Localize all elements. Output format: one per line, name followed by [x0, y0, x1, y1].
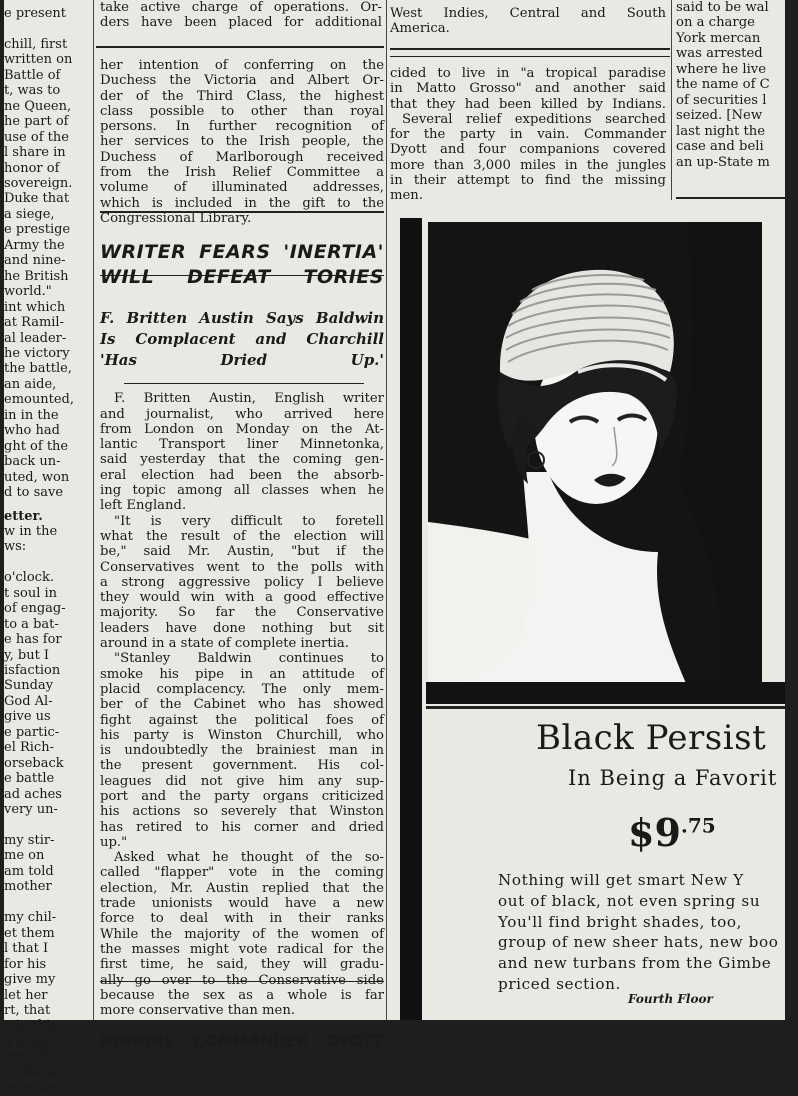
- text-line: Asked what he thought of the so-: [114, 850, 384, 866]
- text-line: honor of: [4, 160, 60, 176]
- text-line: world.": [4, 284, 52, 300]
- text-line: from London on Monday on the At-: [100, 421, 384, 437]
- text-line: emounted,: [4, 392, 74, 408]
- text-line: w in the: [4, 523, 58, 539]
- text-line: t, was to: [4, 83, 61, 99]
- hat-advertisement: [400, 218, 785, 1020]
- text-line: Congressional Library.: [100, 210, 252, 226]
- text-line: int which: [4, 299, 66, 315]
- text-line: more conservative than men.: [100, 1003, 296, 1019]
- austin-story: [100, 391, 384, 1018]
- text-line: rt, that: [4, 1003, 51, 1018]
- text-line: e battle: [4, 771, 55, 787]
- text-line: Conservatives went to the polls with: [100, 559, 384, 575]
- text-line: Several relief expeditions searched: [402, 111, 666, 127]
- text-line: he victory: [4, 345, 70, 361]
- text-line: leaders have done nothing but sit: [100, 620, 384, 636]
- text-line: ders have been placed for additional: [100, 15, 382, 31]
- text-line: use of the: [4, 129, 69, 145]
- text-line: York mercan: [676, 30, 761, 46]
- headline-line-1: WRITER FEARS 'INERTIA': [100, 241, 384, 264]
- text-line: seized. [New: [676, 108, 763, 124]
- column-rule: [93, 0, 94, 1020]
- right-cropped-column: [676, 0, 785, 195]
- column-subhead: etter.: [4, 508, 43, 524]
- text-line: class possible to other than royal: [100, 103, 384, 119]
- text-line: persons. In further recognition of: [100, 119, 384, 135]
- price-cents: .75: [680, 813, 716, 838]
- text-line: chill, first: [4, 36, 68, 52]
- text-line: very un-: [4, 802, 58, 818]
- text-line: e present: [4, 6, 67, 21]
- text-line: port and the party organs criticized: [100, 788, 384, 804]
- text-line: an up-State m: [676, 154, 770, 170]
- text-line: of engag-: [4, 601, 66, 617]
- text-line: sovereign.: [4, 175, 73, 191]
- dyott-headline: HONORS COMMANDER DYOTT: [100, 1032, 384, 1051]
- text-line: ally go over to the Conservative side: [100, 972, 384, 988]
- ad-floor-location: Fourth Floor: [628, 992, 713, 1006]
- text-line: the battle,: [4, 361, 72, 377]
- subheadline-line-1: F. Britten Austin Says Baldwin: [100, 309, 384, 328]
- text-line: called "flapper" vote in the coming: [100, 865, 384, 881]
- text-line: who had: [4, 423, 60, 439]
- ad-text-line: You'll find bright shades, too,: [498, 912, 743, 931]
- text-line: a siege,: [4, 206, 55, 222]
- text-line: e has for: [4, 632, 62, 648]
- text-line: [4, 895, 88, 910]
- text-line: written on: [4, 52, 73, 68]
- text-line: last night the: [676, 123, 766, 139]
- cloche-hat-illustration: [428, 222, 762, 688]
- text-line: ght of the: [4, 438, 69, 454]
- text-line: election, Mr. Austin replied that the: [100, 880, 384, 896]
- text-line: more than 3,000 miles in the jungles: [390, 157, 666, 173]
- text-line: ws:: [4, 539, 27, 555]
- text-line: leve me: [4, 1080, 56, 1096]
- column-rule: [386, 0, 387, 1020]
- text-line: from the Irish Relief Committee a: [100, 165, 384, 181]
- column-two-main: [100, 58, 384, 1051]
- text-line: am told: [4, 863, 54, 879]
- text-line: Duke that: [4, 191, 70, 207]
- text-line: men.: [390, 188, 423, 204]
- text-line: ber of the Cabinet who has showed: [100, 697, 384, 713]
- text-line: her intention of conferring on the: [100, 58, 384, 73]
- section-rule: [390, 56, 670, 57]
- ad-border: [400, 218, 422, 1020]
- text-line: around in a state of complete inertia.: [100, 636, 349, 652]
- subheadline-line-2: Is Complacent and Charchill: [100, 330, 384, 349]
- text-line: a great: [4, 1033, 52, 1049]
- text-line: and journalist, who arrived here: [100, 406, 384, 422]
- text-line: because the sex as a whole is far: [100, 987, 384, 1003]
- text-line: l share in: [4, 145, 66, 161]
- text-line: isfaction: [4, 663, 61, 679]
- text-line: [4, 555, 88, 570]
- text-line: an aide,: [4, 376, 57, 392]
- text-line: of securities l: [676, 92, 767, 108]
- section-rule: [390, 48, 670, 50]
- text-line: in Matto Grosso" and another said: [390, 81, 666, 97]
- text-line: which is included in the gift to the: [100, 195, 384, 211]
- text-line: fight against the political foes of: [100, 712, 384, 728]
- text-line: the present government. His col-: [100, 758, 384, 774]
- text-line: take active charge of operations. Or-: [100, 0, 382, 15]
- section-rule: [96, 46, 384, 48]
- text-line: up.": [100, 834, 128, 850]
- column-two-top-text: [100, 0, 382, 40]
- text-line: what the result of the election will: [100, 528, 384, 544]
- text-line: back un-: [4, 454, 61, 470]
- text-line: Sunday: [4, 678, 54, 694]
- text-line: at Ramil-: [4, 315, 64, 331]
- text-line: for the party in vain. Commander: [390, 127, 666, 143]
- text-line: America.: [390, 21, 450, 37]
- text-line: was arrested: [676, 46, 763, 62]
- text-line: smoke his pipe in an attitude of: [100, 666, 384, 682]
- text-line: o'clock.: [4, 570, 54, 586]
- column-rule: [671, 0, 672, 200]
- text-line: give my: [4, 972, 56, 988]
- text-line: said to be wal: [676, 0, 769, 15]
- text-line: mother: [4, 879, 52, 895]
- ad-text-line: out of black, not even spring su: [498, 891, 761, 910]
- text-line: is undoubtedly the brainiest man in: [100, 743, 384, 759]
- section-rule: [676, 197, 785, 199]
- text-line: lantic Transport liner Minnetonka,: [100, 437, 384, 453]
- text-line: he British: [4, 268, 69, 284]
- text-line: e partic-: [4, 724, 60, 740]
- text-line: volume of illuminated addresses,: [100, 180, 384, 196]
- text-line: "Stanley Baldwin continues to: [114, 651, 384, 667]
- text-line: where he live: [676, 61, 767, 77]
- text-line: uted, won: [4, 469, 70, 485]
- text-line: ing topic among all classes when he: [100, 483, 384, 499]
- text-line: e prestige: [4, 222, 71, 238]
- text-line: orseback: [4, 755, 64, 771]
- text-line: [4, 21, 88, 36]
- ad-text-line: Nothing will get smart New Y: [498, 871, 744, 889]
- text-line: Duchess the Victoria and Albert Or-: [100, 73, 384, 89]
- text-line: to a bat-: [4, 616, 59, 632]
- text-line: the name of C: [676, 77, 770, 93]
- text-line: said yesterday that the coming gen-: [100, 452, 384, 468]
- price-dollars: $9: [628, 810, 681, 855]
- dyott-story-continuation: [390, 66, 666, 204]
- text-line: left England.: [100, 498, 187, 514]
- text-line: Battle of: [4, 67, 61, 83]
- text-line: in their attempt to find the missing: [390, 173, 666, 189]
- text-line: majority. So far the Conservative: [100, 605, 384, 621]
- text-line: t soul in: [4, 585, 58, 601]
- text-line: for his: [4, 956, 47, 972]
- text-line: [4, 818, 88, 833]
- ad-text-line: group of new sheer hats, new boo: [498, 933, 779, 952]
- text-line: "It is very difficult to foretell: [114, 513, 384, 529]
- text-line: l that I: [4, 941, 49, 957]
- ad-illustration-woman-in-cloche: [428, 222, 762, 688]
- text-line: cided to live in "a tropical paradise: [390, 66, 666, 81]
- text-line: trade unionists would have a new: [100, 896, 384, 912]
- text-line: God Al-: [4, 693, 53, 709]
- text-line: eral election had been the absorb-: [100, 467, 384, 483]
- text-line: While the majority of the women of: [100, 926, 384, 942]
- text-line: el Rich-: [4, 740, 54, 756]
- ad-title: Black Persist: [536, 718, 767, 758]
- text-line: he part of: [4, 114, 69, 130]
- ad-divider-line: [426, 706, 785, 709]
- text-line: y, but I: [4, 647, 50, 663]
- text-line: and nine-: [4, 253, 66, 269]
- text-line: my stir-: [4, 833, 55, 849]
- text-line: the masses might vote radical for the: [100, 941, 384, 957]
- text-line: placid complacency. The only mem-: [100, 681, 384, 697]
- text-line: e in this: [4, 1018, 57, 1034]
- ad-body-copy: [498, 870, 798, 995]
- text-line: et them: [4, 925, 55, 941]
- text-line: ne Queen,: [4, 98, 72, 114]
- text-line: force to deal with in their ranks: [100, 911, 384, 927]
- text-line: F. Britten Austin, English writer: [114, 391, 384, 407]
- text-line: his party is Winston Churchill, who: [100, 727, 384, 743]
- duchess-paragraph: [100, 58, 384, 226]
- text-line: a strong aggressive policy I believe: [100, 574, 384, 590]
- subheadline-line-3: 'Has Dried Up.': [100, 351, 384, 370]
- text-line: has retired to his corner and dried: [100, 819, 384, 835]
- text-line: that they had been killed by Indians.: [390, 96, 666, 112]
- ad-text-line: priced section.: [498, 974, 621, 993]
- text-line: case and beli: [676, 139, 764, 155]
- text-line: first time, he said, they will gradu-: [100, 957, 384, 973]
- ad-divider-bar: [426, 682, 785, 704]
- text-line: leagues did not give him any sup-: [100, 773, 384, 789]
- ad-price: [628, 810, 716, 855]
- text-line: al leader-: [4, 330, 67, 346]
- text-line: his actions so severely that Winston: [100, 804, 384, 820]
- text-line: West Indies, Central and South: [390, 6, 666, 21]
- ad-text-line: and new turbans from the Gimbe: [498, 954, 772, 973]
- text-line: give us: [4, 709, 51, 725]
- text-line: on a charge: [676, 15, 755, 31]
- headline-line-2: WILL DEFEAT TORIES: [100, 266, 384, 289]
- text-line: d to save: [4, 485, 64, 501]
- text-line: Army the: [4, 237, 65, 253]
- text-line: me on: [4, 848, 45, 864]
- text-line: be," said Mr. Austin, "but if the: [100, 544, 384, 560]
- text-line: they would win with a good effective: [100, 590, 384, 606]
- column-three-top-text: [390, 6, 666, 46]
- left-cropped-column: [4, 6, 88, 1096]
- ad-subtitle: In Being a Favorit: [568, 766, 778, 790]
- text-line: Duchess of Marlborough received: [100, 149, 384, 165]
- text-line: let her: [4, 987, 48, 1003]
- newspaper-page: [4, 0, 785, 1096]
- text-line: am sih-: [4, 1049, 52, 1065]
- text-line: ad aches: [4, 786, 62, 802]
- text-line: Dyott and four companions covered: [390, 142, 666, 158]
- text-line: my chil-: [4, 910, 57, 926]
- text-line: in in the: [4, 407, 59, 423]
- text-line: her services to the Irish people, the: [100, 134, 384, 150]
- text-line: der of the Third Class, the highest: [100, 88, 384, 104]
- text-line: oodness: [4, 1064, 58, 1080]
